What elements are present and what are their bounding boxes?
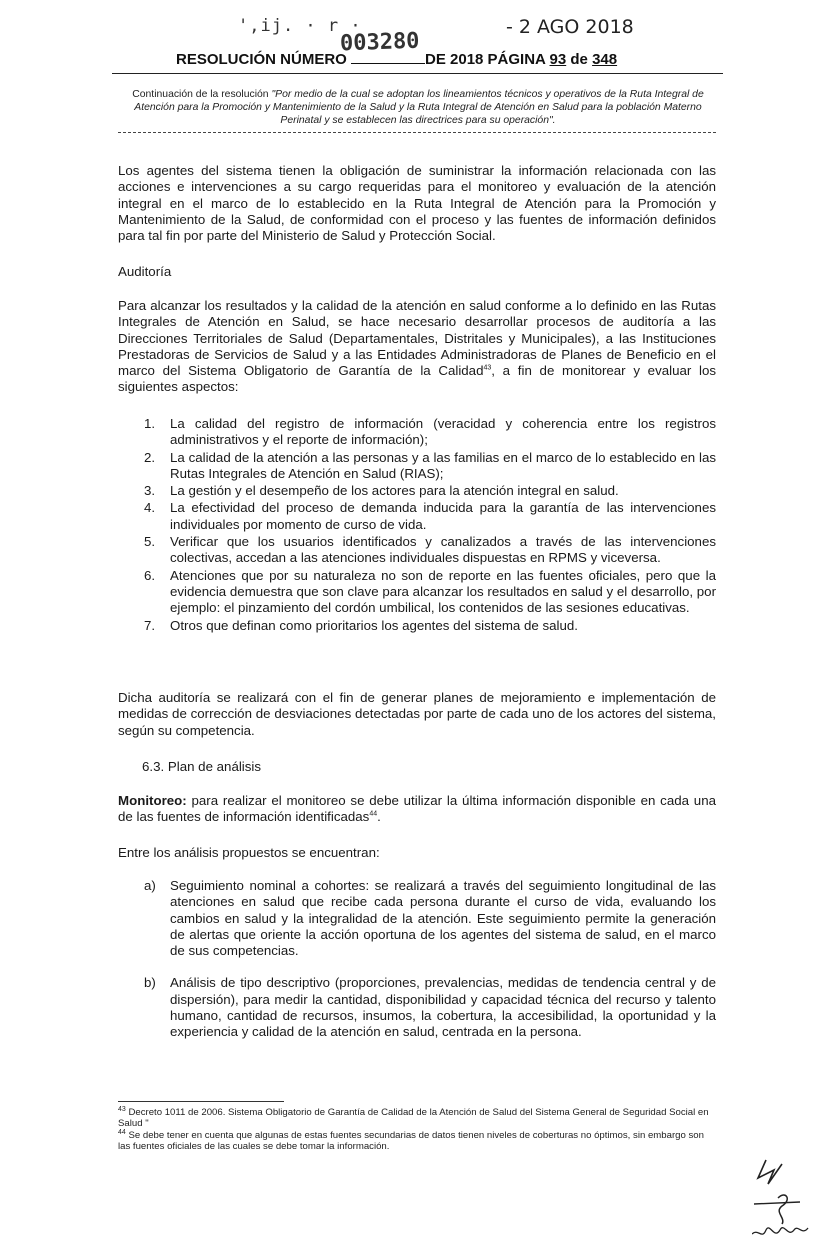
audit-aspect-item	[144, 618, 716, 634]
monitoreo-label: Monitoreo:	[118, 793, 187, 808]
audit-aspect-number: 3.	[144, 483, 156, 499]
paragraph-improvement: Dicha auditoría se realizará con el fin de generar planes de mejoramiento e implementación de medidas de corrección de desviaciones detectadas por parte de cada uno de los actores del sistema, según su competencia.	[118, 690, 716, 738]
header-de-label: de	[570, 51, 588, 68]
audit-aspect-item	[144, 568, 716, 617]
footnote-number: 44	[118, 1128, 126, 1136]
analyses-list	[144, 878, 716, 1041]
footnote-rule	[118, 1101, 284, 1102]
analysis-item	[144, 975, 716, 1040]
header-rule	[112, 73, 723, 74]
footnote-item	[118, 1107, 714, 1130]
audit-aspect-text: Verificar que los usuarios identificados y canalizados a través de las intervenciones colectivas, accedan a las atenciones individuales dispuestas en RPMS y viceversa.	[170, 534, 716, 566]
footnote-ref-44[interactable]: 44	[369, 810, 378, 818]
footnote-ref-43[interactable]: 43	[483, 364, 492, 372]
stamp-scribble: ',ij. · r ·	[238, 16, 362, 36]
header-page-number: 93	[549, 51, 567, 68]
monitoreo-end: .	[377, 809, 381, 825]
audit-aspect-item	[144, 416, 716, 449]
header-number-underline	[351, 63, 425, 64]
resolution-date: - 2 AGO 2018	[506, 16, 634, 38]
footnote-number: 43	[118, 1105, 126, 1113]
heading-auditoria: Auditoría	[118, 264, 172, 279]
header-de-year-label: DE 2018 PÁGINA	[425, 51, 546, 68]
header-resolucion-label: RESOLUCIÓN NÚMERO	[176, 51, 347, 68]
audit-aspects-list	[144, 416, 716, 635]
footnote-item	[118, 1130, 714, 1153]
monitoreo-text: para realizar el monitoreo se debe utilizar la última información disponible en cada una de las fuentes de información identificadas	[118, 793, 716, 825]
audit-aspect-text: Atenciones que por su naturaleza no son de reporte en las fuentes oficiales, pero que la evidencia demuestra que son clave para alcanzar los resultados en salud y el desarrollo, por ejemplo: el pinzamiento del cordón umbilical, los contenidos de las sesiones educativas.	[170, 567, 716, 616]
audit-aspect-text: La gestión y el desempeño de los actores para la atención integral en salud.	[170, 483, 619, 499]
audit-aspect-text: Otros que definan como prioritarios los agentes del sistema de salud.	[170, 617, 578, 633]
paragraph-auditoria	[118, 298, 716, 396]
audit-aspect-text: La calidad del registro de información (veracidad y coherencia entre los registros administrativos y el reporte de información);	[170, 416, 716, 448]
analysis-item	[144, 878, 716, 959]
initials-signature	[752, 1228, 808, 1234]
audit-aspect-number: 6.	[144, 567, 156, 583]
page-header	[176, 51, 617, 68]
audit-aspect-number: 2.	[144, 449, 156, 465]
handwritten-initials	[752, 1150, 818, 1250]
audit-aspect-item	[144, 450, 716, 483]
footnote-text: Decreto 1011 de 2006. Sistema Obligatorio de Garantía de Calidad de la Atención de Salud del Sistema General de Seguridad Social en Salud "	[118, 1107, 709, 1130]
audit-aspect-text: La efectividad del proceso de demanda inducida para la garantía de las intervenciones individuales por momento de curso de vida.	[170, 500, 716, 532]
analysis-letter: b)	[144, 975, 156, 991]
audit-aspect-number: 5.	[144, 534, 156, 550]
analysis-text: Análisis de tipo descriptivo (proporciones, prevalencias, medidas de tendencia central y de dispersión), para medir la cantidad, disponibilidad y capacidad técnica del recurso y talento humano, cantidad de recursos, insumos, la cobertura, la accesibilidad, la oportunidad y la experiencia y calidad de la atención en salud, centrada en la persona.	[170, 975, 716, 1040]
paragraph-auditoria-text: Para alcanzar los resultados y la calidad de la atención en salud conforme a lo definido en las Rutas Integrales de Atención en Salud, se hace necesario desarrollar procesos de auditoría a las Direcciones Territoriales de Salud (Departamentales, Distritales y Municipales), a las Instituciones Prestadoras de Servicios de Salud y a las Entidades Administradoras de Planes de Beneficio en el marco del Sistema Obligatorio de Garantía de la Calidad	[118, 298, 716, 379]
initials-stroke-mid	[778, 1195, 787, 1224]
audit-aspect-number: 7.	[144, 617, 156, 633]
audit-aspect-number: 1.	[144, 416, 156, 431]
audit-aspect-item	[144, 483, 716, 499]
audit-aspect-item	[144, 500, 716, 533]
audit-aspect-text: La calidad de la atención a las personas y a las familias en el marco de lo establecido en las Rutas Integrales de Atención en Salud (RIAS);	[170, 449, 716, 481]
paragraph-obligation: Los agentes del sistema tienen la obligación de suministrar la información relacionada con las acciones e intervenciones a su cargo requeridas para el monitoreo y evaluación de la atención integral en el marco de lo establecido en la Ruta Integral de Atención para la Promoción y Mantenimiento de la Salud, de conformidad con el proceso y las fuentes de información definidos para tal fin por parte del Ministerio de Salud y Protección Social.	[118, 163, 716, 244]
footnotes	[118, 1107, 714, 1153]
continuation-divider	[118, 132, 716, 133]
header-total-pages: 348	[592, 51, 618, 68]
section-heading-plan-analisis: 6.3. Plan de análisis	[142, 759, 262, 774]
paragraph-auditoria-end: , a fin de monitorear y evaluar los siguientes aspectos:	[118, 363, 716, 395]
initials-baseline	[754, 1202, 800, 1204]
continuation-note	[118, 88, 718, 128]
audit-aspect-item	[144, 534, 716, 567]
continuation-prefix: Continuación de la resolución	[132, 89, 269, 100]
footnote-text: Se debe tener en cuenta que algunas de estas fuentes secundarias de datos tienen niveles de coberturas no óptimos, sin embargo son las fuentes oficiales de las cuales se debe tomar la información.	[118, 1129, 704, 1153]
initials-stroke-top	[758, 1160, 782, 1184]
analysis-text: Seguimiento nominal a cohortes: se realizará a través del seguimiento longitudinal de las atenciones en salud que recibe cada persona durante el curso de vida, evaluando los cambios en salud y la integralidad de la atención. Este seguimiento permite la generación de alertas que oriente la acción oportuna de los agentes del sistema de salud, en el marco de sus competencias.	[170, 878, 716, 959]
continuation-quote: "Por medio de la cual se adoptan los lineamientos técnicos y operativos de la Ruta Integral de Atención para la Promoción y Mantenimiento de la Salud y la Ruta Integral de Atención en Salud para la población Materno Perinatal y se establecen las directrices para su operación".	[134, 89, 704, 127]
resolution-number-stamp: 003280	[339, 28, 420, 57]
audit-aspect-number: 4.	[144, 500, 156, 516]
analysis-letter: a)	[144, 878, 156, 893]
paragraph-monitoreo	[118, 793, 716, 826]
analisis-intro: Entre los análisis propuestos se encuentran:	[118, 845, 380, 860]
